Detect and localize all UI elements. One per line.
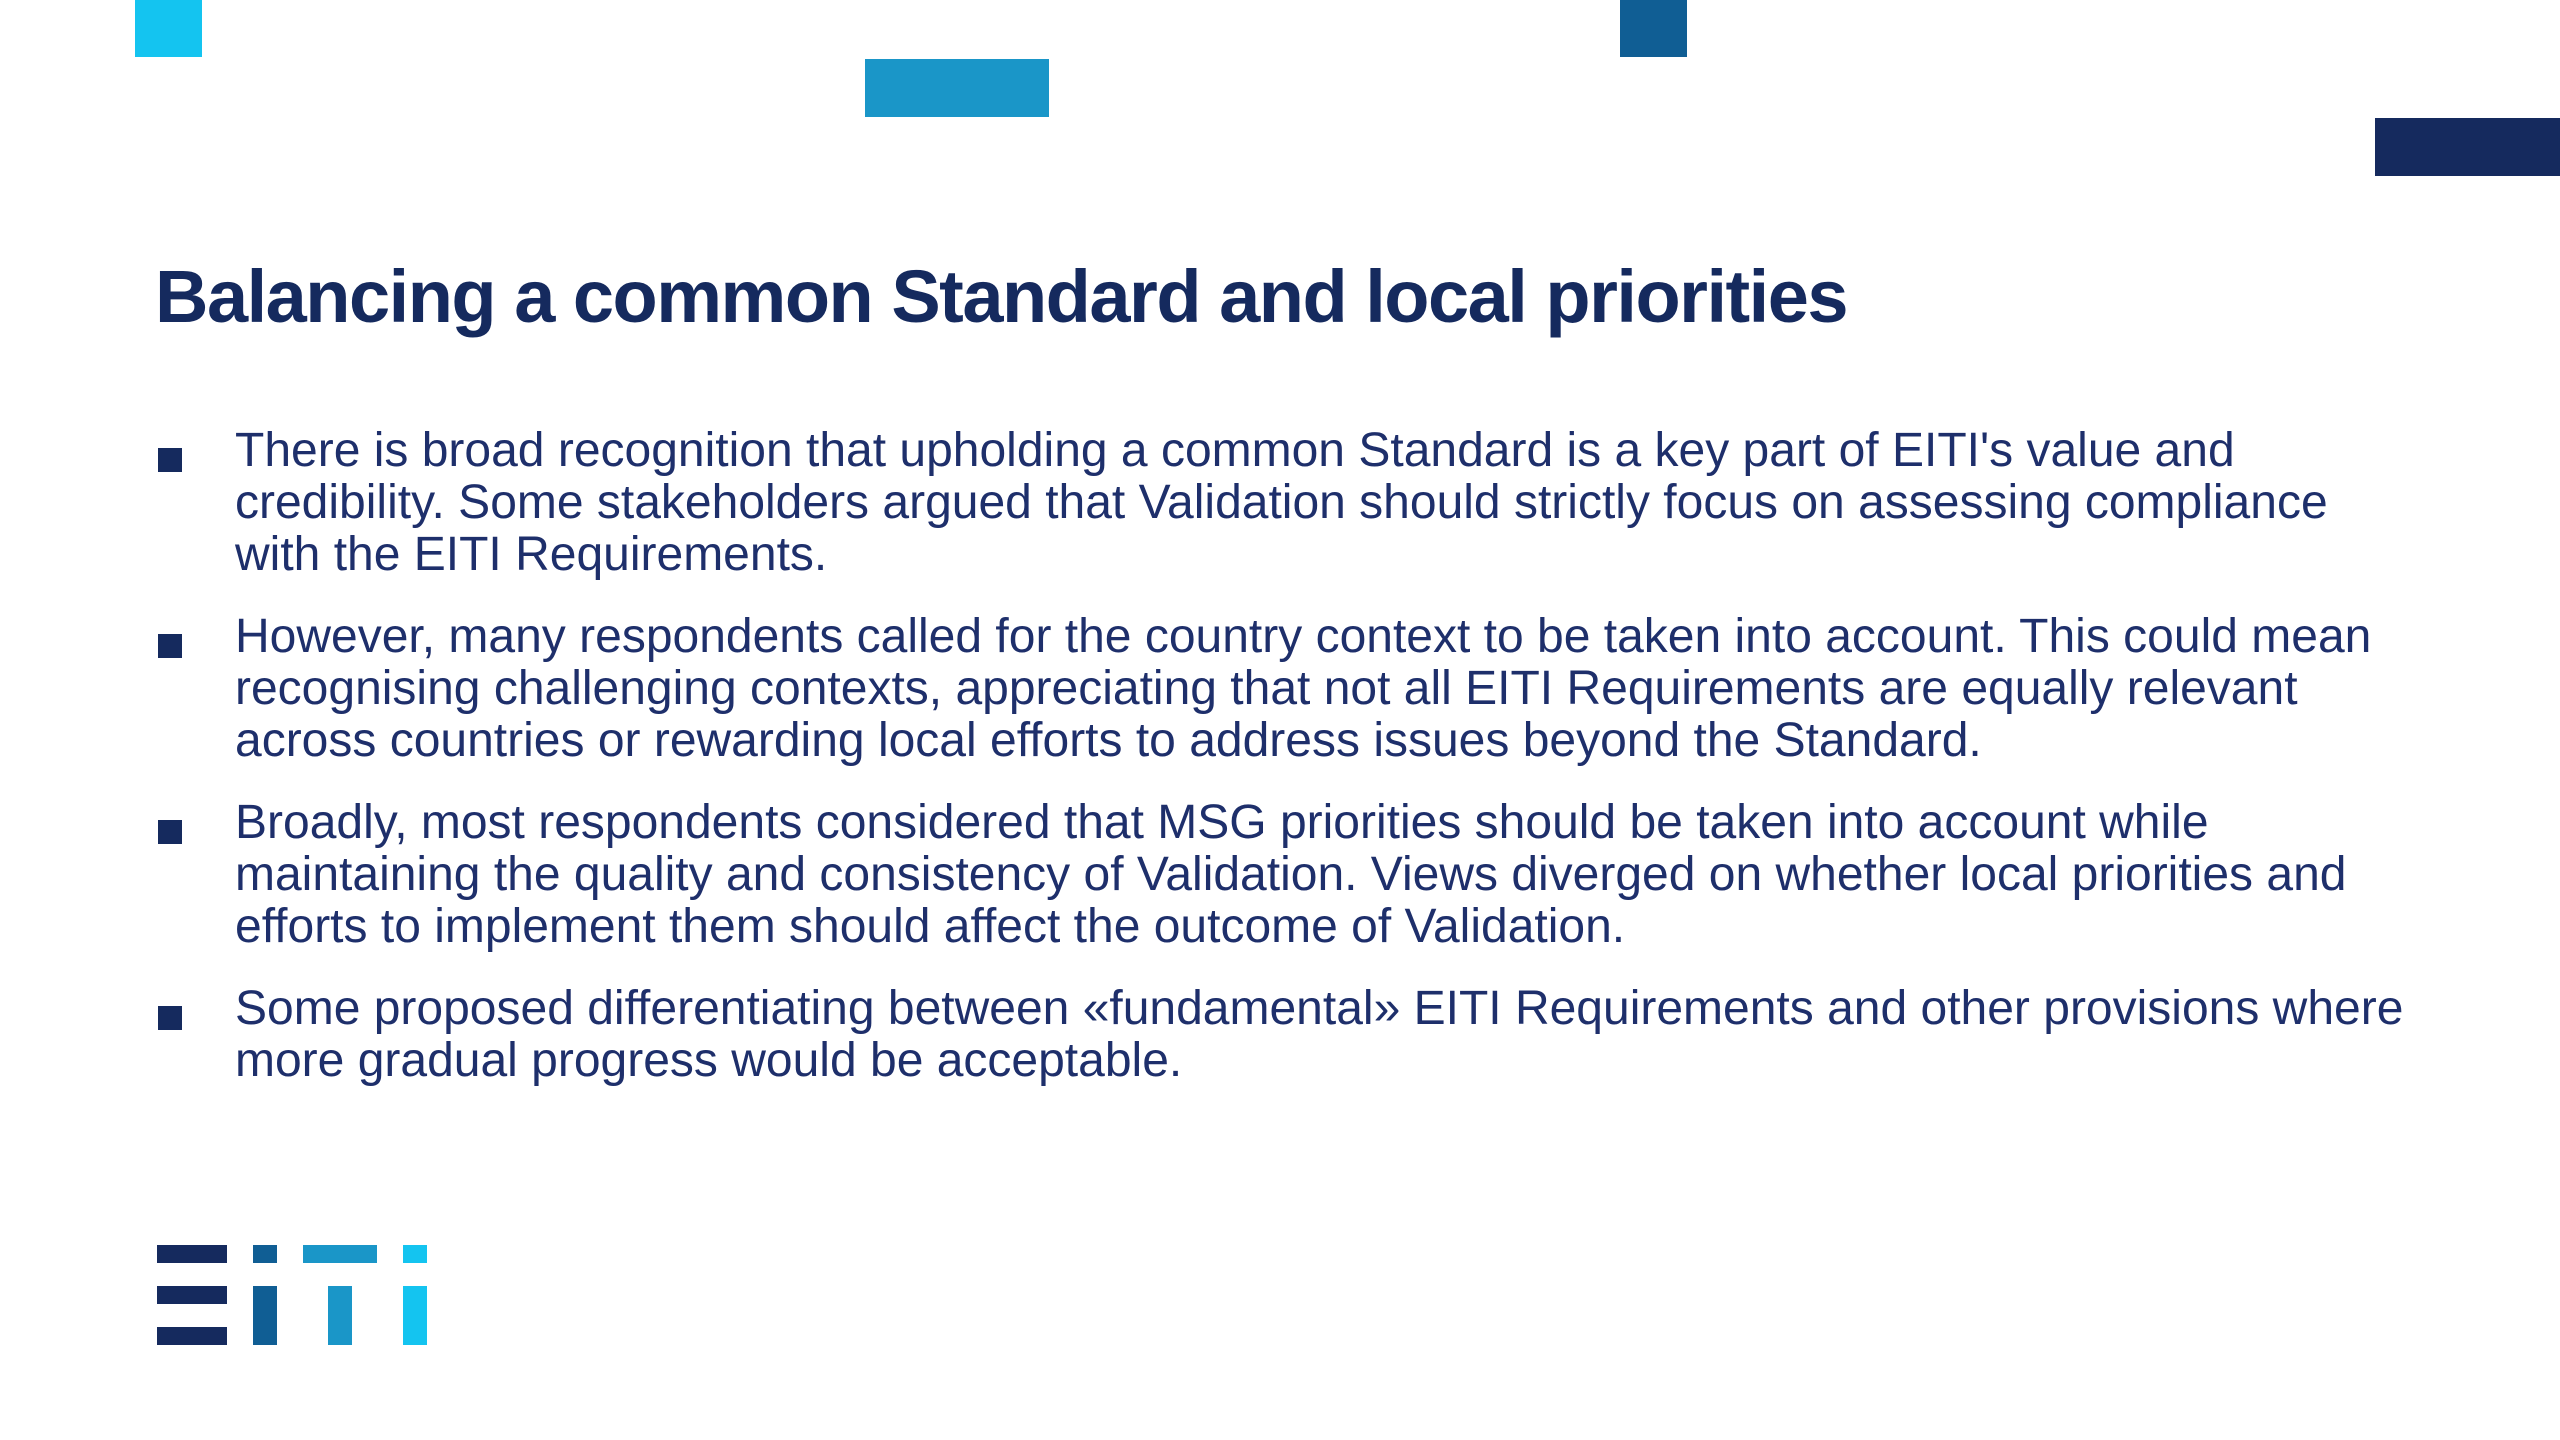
bullet-item	[155, 425, 2415, 581]
bullet-text: Broadly, most respondents considered that MSG priorities should be taken into account while maintaining the quality and consistency of Validation. Views diverged on whether local priorities and efforts to implement them should affect the outcome of Validation.	[235, 796, 2347, 953]
logo-e-mid	[157, 1286, 227, 1304]
logo-i2-stem	[403, 1286, 427, 1345]
bullet-item	[155, 797, 2415, 953]
square-bullet-icon	[158, 820, 182, 844]
bullet-text: Some proposed differentiating between «fundamental» EITI Requirements and other provisions where more gradual progress would be acceptable.	[235, 982, 2404, 1087]
logo-i1-dot	[253, 1245, 277, 1263]
bullet-text: However, many respondents called for the country context to be taken into account. This could mean recognising challenging contexts, appreciating that not all EITI Requirements are equally relevant across countries or rewarding local efforts to address issues beyond the Standard.	[235, 610, 2372, 767]
logo-e-bottom	[157, 1327, 227, 1345]
decorative-block-steel	[1620, 0, 1687, 57]
decorative-block-blue	[865, 59, 1049, 117]
square-bullet-icon	[158, 1006, 182, 1030]
square-bullet-icon	[158, 634, 182, 658]
decorative-block-cyan	[135, 0, 202, 57]
logo-i2-dot	[403, 1245, 427, 1263]
logo-i1-stem	[253, 1286, 277, 1345]
bullet-item	[155, 983, 2415, 1087]
decorative-block-navy	[2375, 118, 2560, 176]
square-bullet-icon	[158, 448, 182, 472]
bullet-text: There is broad recognition that upholding a common Standard is a key part of EITI's value and credibility. Some stakeholders argued that Validation should strictly focus on assessing compliance with the EITI Requirements.	[235, 424, 2328, 581]
bullet-list	[155, 425, 2415, 1117]
logo-t-bar	[303, 1245, 377, 1263]
logo-e-top	[157, 1245, 227, 1263]
bullet-item	[155, 611, 2415, 767]
eiti-logo	[157, 1245, 427, 1345]
slide-title: Balancing a common Standard and local priorities	[155, 255, 1848, 338]
logo-t-stem	[328, 1286, 352, 1345]
